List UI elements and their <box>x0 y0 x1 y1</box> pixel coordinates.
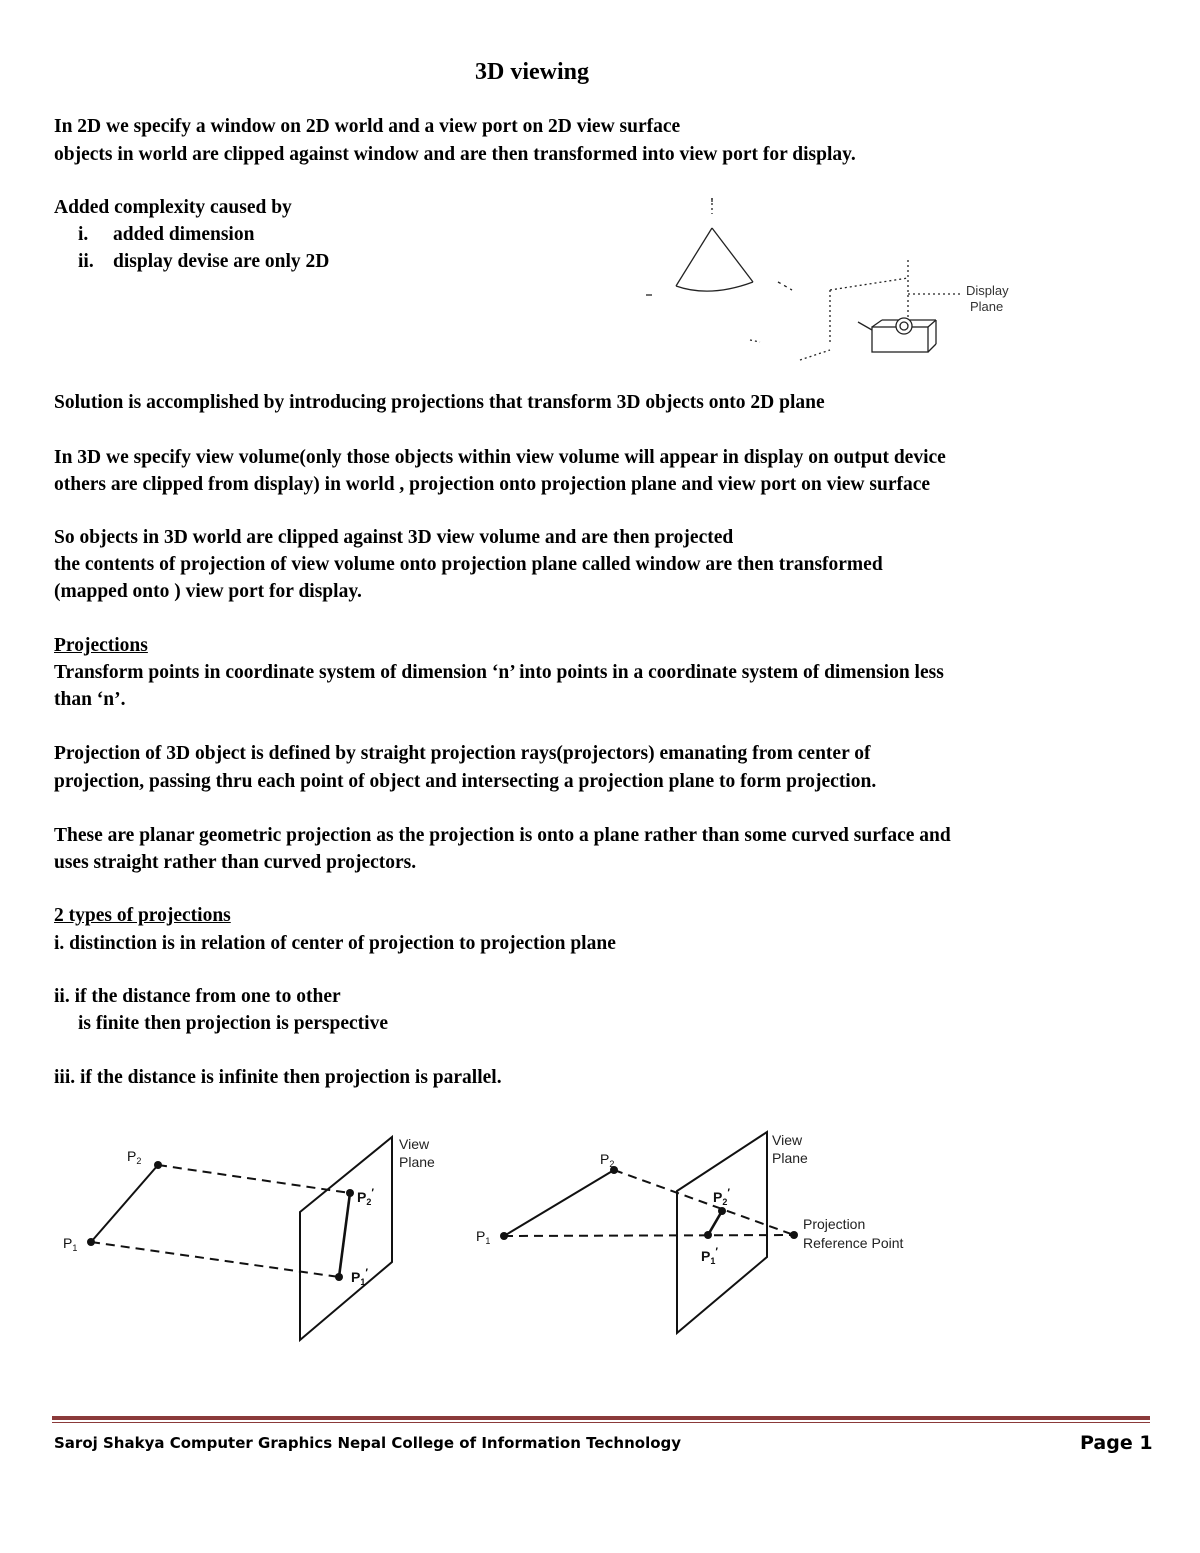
view-plane-label: View <box>399 1136 430 1152</box>
point-subscript: 2 <box>722 1197 728 1207</box>
perspective-projection-figure <box>470 1125 950 1355</box>
clipping-line: So objects in 3D world are clipped against 3D view volume and are then projected <box>54 527 734 548</box>
planar-line: These are planar geometric projection as the projection is onto a plane rather than some curved surface and <box>54 825 951 846</box>
view-plane-label: Plane <box>772 1150 808 1166</box>
types-item: i. distinction is in relation of center of projection to projection plane <box>54 933 616 954</box>
clipping-line: the contents of projection of view volume onto projection plane called window are then transformed <box>54 554 883 575</box>
point-label: P <box>600 1151 610 1167</box>
intro-line: In 2D we specify a window on 2D world and a view port on 2D view surface <box>54 116 681 137</box>
point-label: P <box>701 1248 711 1264</box>
reference-point-label: Reference Point <box>803 1235 904 1251</box>
svg-text:P2 <box>127 1148 141 1166</box>
point-prime: ′ <box>727 1187 730 1199</box>
point-label: P <box>713 1189 723 1205</box>
svg-text:P1 <box>476 1228 490 1246</box>
point-subscript: 1 <box>72 1243 78 1253</box>
page-number: Page 1 <box>1080 1432 1153 1454</box>
footer-rule <box>52 1416 1150 1420</box>
svg-text:P1 <box>63 1235 77 1253</box>
list-item: display devise are only 2D <box>113 251 330 272</box>
footer-credit: Saroj Shakya Computer Graphics Nepal College of Information Technology <box>54 1434 682 1452</box>
types-item: is finite then projection is perspective <box>78 1013 388 1034</box>
point-label: P <box>127 1148 137 1164</box>
display-label: Plane <box>970 299 1004 314</box>
types-item: ii. if the distance from one to other <box>54 986 341 1007</box>
display-label: Display <box>966 283 1009 298</box>
footer-rule-thin <box>52 1422 1150 1423</box>
intro-line: objects in world are clipped against window and are then transformed into view port for display. <box>54 144 856 165</box>
view-volume-line: others are clipped from display) in world , projection onto projection plane and view port on view surface <box>54 474 931 495</box>
point-subscript: 2 <box>136 1156 142 1166</box>
point-subscript: 1 <box>710 1256 716 1266</box>
parallel-projection-figure <box>55 1125 475 1355</box>
view-volume-line: In 3D we specify view volume(only those objects within view volume will appear in display on output device <box>54 447 946 468</box>
point-label: P <box>357 1189 367 1205</box>
types-heading: 2 types of projections <box>54 905 231 926</box>
solution-line: Solution is accomplished by introducing projections that transform 3D objects onto 2D plane <box>54 392 825 413</box>
point-subscript: 1 <box>485 1236 491 1246</box>
planar-line: uses straight rather than curved projectors. <box>54 852 417 873</box>
projections-line: Transform points in coordinate system of dimension ‘n’ into points in a coordinate system of dimension less <box>54 662 944 683</box>
point-subscript: 1 <box>360 1277 366 1287</box>
types-item: iii. if the distance is infinite then projection is parallel. <box>54 1067 502 1088</box>
point-prime: ′ <box>371 1187 374 1199</box>
point-subscript: 2 <box>609 1159 615 1169</box>
projection-def-line: projection, passing thru each point of object and intersecting a projection plane to form projection. <box>54 771 877 792</box>
point-label: P <box>476 1228 486 1244</box>
svg-text:P2 <box>600 1151 614 1169</box>
complexity-heading: Added complexity caused by <box>54 197 292 218</box>
point-prime: ′ <box>365 1267 368 1279</box>
view-plane-label: View <box>772 1132 803 1148</box>
page-title: 3D viewing <box>475 59 589 85</box>
list-marker: ii. <box>78 251 94 272</box>
svg-text:P1′ <box>701 1246 718 1266</box>
point-prime: ′ <box>715 1246 718 1258</box>
view-plane-label: Plane <box>399 1154 435 1170</box>
projections-heading: Projections <box>54 635 148 656</box>
display-plane-figure <box>640 190 1040 370</box>
svg-text:P2′ <box>713 1187 730 1207</box>
point-subscript: 2 <box>366 1197 372 1207</box>
projection-def-line: Projection of 3D object is defined by straight projection rays(projectors) emanating from center of <box>54 743 871 764</box>
reference-point-label: Projection <box>803 1216 866 1232</box>
point-label: P <box>351 1269 361 1285</box>
list-item: added dimension <box>113 224 255 245</box>
list-marker: i. <box>78 224 89 245</box>
point-label: P <box>63 1235 73 1251</box>
svg-text:P2′ <box>357 1187 374 1207</box>
clipping-line: (mapped onto ) view port for display. <box>54 581 362 602</box>
projections-line: than ‘n’. <box>54 689 126 710</box>
